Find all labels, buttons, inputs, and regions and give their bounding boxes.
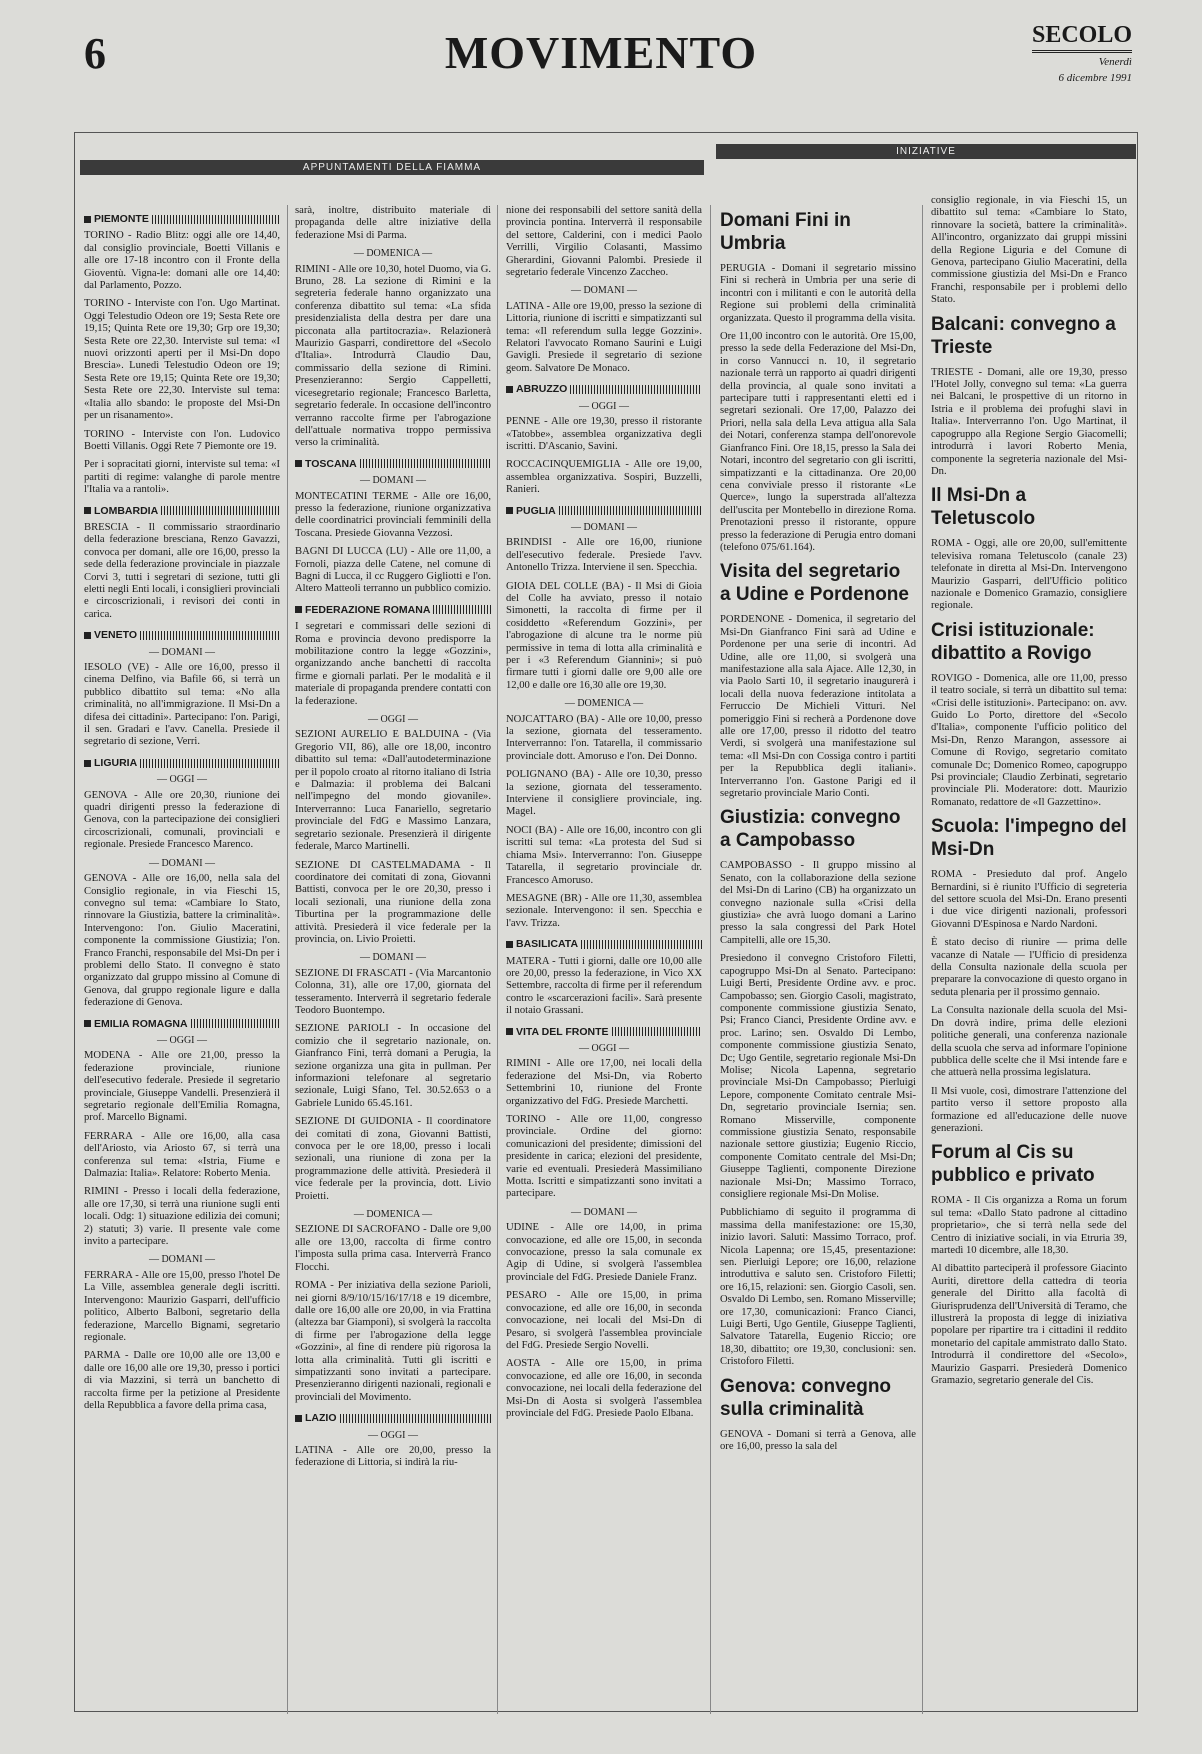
masthead bbox=[1032, 22, 1132, 85]
day-divider: — OGGI — bbox=[368, 714, 418, 726]
region-header: LOMBARDIA bbox=[84, 505, 280, 517]
notice: PESARO - Alle ore 15,00, in prima convocazione, ed alle ore 16,00, in seconda convocazione, nei locali del Msi-Dn di Pesaro, si svolgerà l'assemblea provinciale del FdG. Presiede Sergio Novelli. bbox=[506, 1290, 702, 1351]
region-header: PIEMONTE bbox=[84, 213, 280, 225]
day-divider: — DOMANI — bbox=[570, 1206, 638, 1218]
article-text: ROMA - Oggi, alle ore 20,00, sull'emittente televisiva romana Teletuscolo (canale 23) telefonate in diretta al Msi-Dn. Intervengono Maurizio Gasparri, dell'Ufficio politico nazionale e Domenico Gramazio, consigliere regionale. bbox=[931, 538, 1127, 612]
notice: nione dei responsabili del settore sanità della provincia pontina. Interverrà il responsabile del settore, Calderini, con i medici Paolo Verrilli, Virgilio Colasanti, Massimo Gherardini, Giovanni Palombi. Presiede il segretario federale Vincenzo Zaccheo. bbox=[506, 205, 702, 279]
article-headline: Balcani: convegno a Trieste bbox=[931, 313, 1116, 358]
notice: POLIGNANO (BA) - Alle ore 10,30, presso la sezione, giornata del tesseramento. Interviene il consigliere provinciale, ing. Magel. bbox=[506, 769, 702, 818]
article-text: ROMA - Il Cis organizza a Roma un forum sul tema: «Dallo Stato padrone al cittadino proprietario», che si terrà nella sede del Centro di iniziative sociali, in via Etruria 39, martedì 10 dicembre, alle 18,30. bbox=[931, 1195, 1127, 1256]
region-header: LIGURIA bbox=[84, 757, 280, 769]
notice: AOSTA - Alle ore 15,00, in prima convocazione, ed alle ore 16,00, in seconda convocazione, nei locali della federazione del Msi-Dn di Aosta si svolgerà l'assemblea provinciale del FdG. Presiede Paolo Elbana. bbox=[506, 1358, 702, 1419]
article-text: Il Msi vuole, così, dimostrare l'attenzione del partito verso il settore proposto alla formazione ed all'educazione delle nuove generazioni. bbox=[931, 1085, 1127, 1134]
notice: PENNE - Alle ore 19,30, presso il ristorante «Tatobbe», assemblea organizzativa degli iscritti. D'Ascanio, Savini. bbox=[506, 416, 702, 452]
section-bar-appointments: APPUNTAMENTI DELLA FIAMMA bbox=[80, 160, 704, 175]
notice: TORINO - Interviste con l'on. Ludovico Boetti Villanis. Oggi Rete 7 Piemonte ore 19. bbox=[84, 428, 280, 452]
article-text: Presiedono il convegno Cristoforo Filetti, capogruppo Msi-Dn al Senato. Partecipano: Luigi Berti, Presidente Ordine avv. e proc. Campobasso; sen. Giorgio Casoli, magistrato, componente commissione giustizia Senato, Psi; Franco Cianci, Presidente Ordine avv. e proc. Larino; sen. Osvaldo Di Lembo, componente commissione giustizia Senato, Dc; Ugo Gentile, segretario regionale Msi-Dn Molise; Nicola Lapenna, segretario provinciale Msi-Dn Campobasso; Pierluigi Lepore, componente Comitato centrale Msi-Dn, segretario provinciale Isernia; sen. Romano Misserville, componente commissione giustizia Senato, responsabile nazionale settore giustizia; Eugenio Riccio, componente Comitato centrale del Msi-Dn; Giuseppe Taglienti, componente Direzione nazionale Msi-Dn; Massimo Torraco, consigliere regionale Msi-Dn Molise. bbox=[720, 953, 916, 1200]
notice: TORINO - Interviste con l'on. Ugo Martinat. Oggi Telestudio Odeon ore 19; Sesta Rete ore 19,15; Quinta Rete ore 19,30; Grp ore 19,30; Sesta Rete ore 22,30. Interviste sul tema: «I nuovi orizzonti aperti per il Msi-Dn dopo Brescia». Lunedì Telestudio Odeon ore 19; Sesta Rete ore 19,15; Quinta Rete ore 19,30; Sesta Rete ore 22,30. Interviste sul tema: «Italia allo sbando: le proposte del Msi-Dn per un risanamento». bbox=[84, 298, 280, 422]
article-text: TRIESTE - Domani, alle ore 19,30, presso l'Hotel Jolly, convegno sul tema: «La guerra nei Balcani, le prospettive di un ritorno in Istria e il problema dei profughi slavi in Italia». Interverranno l'on. Ugo Martinat, il capogruppo alla Regione Sergio Giacomelli; introdurrà i lavori Roberto Menia, componente la segreteria nazionale del Msi-Dn. bbox=[931, 366, 1127, 477]
column-rule bbox=[922, 205, 923, 1714]
column-3 bbox=[506, 205, 702, 1714]
article-text: PERUGIA - Domani il segretario missino Fini si recherà in Umbria per una serie di incontri con i militanti e con le autorità della Regione sui problemi della criminalità organizzata. Questo il programma della visita. bbox=[720, 263, 916, 324]
paper-logo: SECOLO bbox=[1032, 22, 1132, 53]
column-2 bbox=[295, 205, 491, 1714]
region-header: TOSCANA bbox=[295, 458, 491, 470]
notice: FERRARA - Alle ore 16,00, alla casa dell'Ariosto, via Ariosto 67, si terrà una conferenza sul tema: «Istria, Fiume e Dalmazia: Italia». Relatore: Roberto Menia. bbox=[84, 1130, 280, 1180]
notice: ROMA - Per iniziativa della sezione Parioli, nei giorni 8/9/10/15/16/17/18 e 19 dicembre, dalle ore 16,00 alle ore 20,00, in via Frattina (altezza bar Giamponi), si svolgerà la raccolta di firme per l'abrogazione della legge «Gozzini», al fine di rendere più rigorosa la lotta alla criminalità. Tutti gli iscritti e simpatizzanti sono invitati a partecipare. Presenzieranno dirigenti nazionali, regionali e provinciali del Movimento. bbox=[295, 1280, 491, 1403]
article-headline: Visita del segretario a Udine e Pordenone bbox=[720, 561, 909, 606]
article-text: Pubblichiamo di seguito il programma di massima della manifestazione: ore 15,30, inizio lavori. Saluti: Massimo Torraco, prof. Nicola Lapenna; ore 15,45, presentazione: sen. Pierluigi Lepore; ore 16,00, relazione introduttiva e saluto sen. Cristoforo Filetti; ore 16,15, relazioni: sen. Giorgio Casoli, sen. Osvaldo Di Lembo, sen. Romano Misserville; ore 17,30, comunicazioni: Franco Cianci, Luigi Berti, Ugo Gentile, Giuseppe Taglienti, Salvatore Tatarella, Eugenio Riccio; ore 18,30, dibattito; ore 19,30, conclusioni: sen. Cristoforo Filetti. bbox=[720, 1207, 916, 1368]
region-header: LAZIO bbox=[295, 1412, 491, 1424]
notice: PARMA - Dalle ore 10,00 alle ore 13,00 e dalle ore 16,00 alle ore 19,30, presso i portici di via Mazzini, si terrà un banchetto di raccolta firme per la petizione al Presidente della Repubblica a favore della prima casa, bbox=[84, 1350, 280, 1411]
notice: BRINDISI - Alle ore 16,00, riunione dell'esecutivo federale. Presiede l'avv. Antonello Trizza. Interviene il sen. Specchia. bbox=[506, 537, 702, 574]
page-number: 6 bbox=[84, 29, 106, 78]
notice: FERRARA - Alle ore 15,00, presso l'hotel De La Ville, assemblea generale degli iscritti. Intervengono: Maurizio Gasparri, dell'ufficio politico, Alberto Balboni, segretario della federazione, Marcello Bignami, segretario regionale. bbox=[84, 1269, 280, 1343]
section-title: MOVIMENTO bbox=[444, 27, 758, 78]
article-text: GENOVA - Domani si terrà a Genova, alle ore 16,00, presso la sala del bbox=[720, 1428, 916, 1453]
issue-date: 6 dicembre 1991 bbox=[1058, 72, 1132, 84]
article-text: Al dibattito parteciperà il professore Giacinto Auriti, direttore della cattedra di teoria generale del Diritto alla facoltà di Giurisprudenza dell'Università di Teramo, che illustrerà la proposta di legge di iniziativa popolare per ripartire tra i cittadini il reddito monetario del capitale ammistrato dallo Stato. Introdurrà il condirettore del «Secolo», Maurizio Gasparri. Presiederà Domenico Gramazio, segretario generale del Cis. bbox=[931, 1263, 1127, 1387]
article-headline: Il Msi-Dn a Teletuscolo bbox=[931, 485, 1036, 530]
notice: GIOIA DEL COLLE (BA) - Il Msi di Gioia del Colle ha avviato, presso il notaio Simonetti, la raccolta di firme per il cosiddetto «Referendum Gozzini», per l'abrogazione di alcune tra le norme più permissive in tema di lotta alla criminalità e per i «3 Referendum Giannini»; si può firmare tutti i giorni dalle ore 9,00 alle ore 12,00 e dalle ore 16,30 alle ore 19,30. bbox=[506, 580, 702, 691]
notice: SEZIONE DI CASTELMADAMA - Il coordinatore dei comitati di zona, Giovanni Battisti, convoca per le ore 20,30, presso i locali sezionali, una riunione della zona Tiburtina per la programmazione delle attività. Presiederà il vice federale per la provincia, on. Livio Proietti. bbox=[295, 859, 491, 945]
notice: LATINA - Alle ore 20,00, presso la federazione di Littoria, si indirà la riu- bbox=[295, 1444, 491, 1469]
notice: TORINO - Alle ore 11,00, congresso provinciale. Ordine del giorno: comunicazioni del presidente; dimissioni del presidente in carica; elezioni del presidente, varie ed eventuali. Presiederà Massimiliano Motta. Iscritti e simpatizzanti sono invitati a partecipare. bbox=[506, 1114, 702, 1200]
day-divider: — DOMENICA — bbox=[353, 1209, 433, 1221]
article-headline: Scuola: l'impegno del Msi-Dn bbox=[931, 816, 1127, 861]
notice: SEZIONE DI SACROFANO - Dalle ore 9,00 alle ore 13,00, raccolta di firme contro l'imposta sulla prima casa. Interverrà Franco Flocchi. bbox=[295, 1224, 491, 1273]
article-text: CAMPOBASSO - Il gruppo missino al Senato, con la collaborazione della sezione del Msi-Dn di Larino (CB) ha organizzato un convegno nazionale sulla «Crisi della giustizia» che avrà luogo domani a Larino presso la sala congressi del Park Hotel Campitelli, alle ore 15,30. bbox=[720, 860, 916, 946]
notice: RIMINI - Alle ore 17,00, nei locali della federazione del Msi-Dn, via Roberto Settembrini 10, riunione del Fronte organizzativo del FdG. Presiede Marchetti. bbox=[506, 1058, 702, 1107]
article-text: PORDENONE - Domenica, il segretario del Msi-Dn Gianfranco Fini sarà ad Udine e Pordenone per una serie di incontri. Ad Udine, alle ore 11,00, si svolgerà una manifestazione alla sala Ajace. Alle 12,30, in via Paolo Sarti 10, il segretario inaugurerà i locali della nuova federazione intitolata a Ferruccio De Michieli Vitturi. Nel pomeriggio Fini si recherà a Pordenone dove alle ore 17,00, presso il ridotto del teatro Verdi, si svolgerà una manifestazione sul tema: «Il Msi-Dn con Cossiga contro i partiti per la Repubblica degli italiani». Interverranno l'on. Gastone Parigi ed il segretario provinciale Mario Conti. bbox=[720, 614, 916, 800]
article-text: consiglio regionale, in via Fieschi 15, un dibattito sul tema: «Cambiare lo Stato, rinnovare la società, battere la criminalità». All'incontro, organizzato dai gruppi missini della Regione Liguria e del Comune di Genova, partecipano Giulio Maceratini, della commissione giustizia del Msi-Dn e Franco Franchi, responsabile per i problemi dello Stato. bbox=[931, 195, 1127, 306]
notice: Per i sopracitati giorni, interviste sul tema: «I partiti di regime: valanghe di parole mentre l'Italia va a rantoli». bbox=[84, 459, 280, 496]
day-divider: — DOMANI — bbox=[570, 521, 638, 533]
notice: MATERA - Tutti i giorni, dalle ore 10,00 alle ore 20,00, presso la federazione, in Vico XX Settembre, raccolta di firme per il referendum contro le «scarcerazioni facili». Sarà presente il notaio Grassani. bbox=[506, 955, 702, 1017]
article-headline: Genova: convegno sulla criminalità bbox=[720, 1375, 892, 1420]
article-headline: Crisi istituzionale: dibattito a Rovigo bbox=[931, 619, 1095, 664]
notice: MODENA - Alle ore 21,00, presso la federazione provinciale, riunione dell'esecutivo federale. Presiede il segretario provinciale, Giuseppe Vandelli. Presenzierà il segretario regionale dell'Emilia Romagna, prof. Marcello Bignami. bbox=[84, 1050, 280, 1124]
article-text: Ore 11,00 incontro con le autorità. Ore 15,00, presso la sede della Federazione del Msi-Dn, in corso Vannucci n. 10, il segretario nazionale terrà un rapporto ai quadri dirigenti della provincia, al quale sono invitati a partecipare tutti i rappresentanti eletti ed i segretari sezionali. Ore 17,00, Palazzo dei Priori, nella sala della Leva attigua alla Sala dei Notari, conferenza stampa dell'onorevole Gianfranco Fini. Ore 18,15, presso la Sala dei Notari, incontro del segretario con gli iscritti, simpatizzanti e la cittadinanza. Ore 20,00 cena conviviale presso il ristorante «Le Querce», lungo la superstrada all'altezza dell'uscita per Montebello in direzione Roma. Prenotazioni presso il ristorante, oppure presso la federazione di Perugia entro domani (telefono 075/61.164). bbox=[720, 331, 916, 553]
region-header: PUGLIA bbox=[506, 505, 702, 517]
day-divider: — DOMANI — bbox=[148, 646, 216, 658]
notice: MONTECATINI TERME - Alle ore 16,00, presso la federazione, riunione organizzativa delle coordinatrici provinciali femminili della Toscana. Presiede Giovanna Vezzosi. bbox=[295, 490, 491, 539]
article-text: È stato deciso di riunire — prima delle vacanze di Natale — l'Ufficio di presidenza della Consulta nazionale della scuola per preparare la convocazione di questo organo in seduta plenaria per il prossimo gennaio. bbox=[931, 937, 1127, 998]
notice: ROCCACINQUEMIGLIA - Alle ore 19,00, assemblea organizzativa. Sospiri, Buzzelli, Ranieri. bbox=[506, 459, 702, 496]
day-divider: — OGGI — bbox=[579, 400, 629, 412]
article-text: ROMA - Presieduto dal prof. Angelo Bernardini, si è riunito l'Ufficio di segreteria del settore scuola del Msi-Dn. Erano presenti i due vice dirigenti nazionali, professori Giovanni D'Espinosa e Nardo Nardoni. bbox=[931, 869, 1127, 930]
article-headline: Forum al Cis su pubblico e privato bbox=[931, 1142, 1095, 1187]
notice: SEZIONE DI FRASCATI - (Via Marcantonio Colonna, 31), alle ore 17,00, giornata del tesseramento. Interverrà il segretario federale Teodoro Buontempo. bbox=[295, 967, 491, 1016]
day-divider: — DOMANI — bbox=[570, 285, 638, 297]
region-header: FEDERAZIONE ROMANA bbox=[295, 604, 491, 616]
notice: TORINO - Radio Blitz: oggi alle ore 14,40, dal consiglio provinciale, Boetti Villanis e alle ore 17-18 incontro con il Fronte della Gioventù. Vigna-le: domani alle ore 14,40: dal Parlamento, Pozzo. bbox=[84, 230, 280, 292]
notice: GENOVA - Alle ore 20,30, riunione dei quadri dirigenti presso la federazione di Genova, con la partecipazione dei consiglieri circoscrizionali, comunali, provinciali e regionale. Presiede Francesco Marenco. bbox=[84, 789, 280, 851]
notice: SEZIONI AURELIO E BALDUINA - (Via Gregorio VII, 86), alle ore 18,00, incontro dibattito sul tema: «Dall'autodeterminazione per il popolo croato al ritorno italiano di Istria e Dalmazia: il problema dei Balcani nell'impegno del mondo giovanile». Interverranno: Luca Fanariello, segretario provinciale del FdG e Massimo Lanzara, segretario sezionale. Presenzierà il dirigente federale, Marco Martinelli. bbox=[295, 729, 491, 853]
day-divider: — DOMANI — bbox=[148, 1254, 216, 1266]
article-text: La Consulta nazionale della scuola del Msi-Dn dovrà indire, prima delle elezioni politiche generali, una conferenza nazionale della scuola che serva ad informare l'opinione pubblica delle scelte che il Msi intende fare e che attuerà nella prossima legislatura. bbox=[931, 1005, 1127, 1079]
notice: BAGNI DI LUCCA (LU) - Alle ore 11,00, a Fornoli, piazza delle Catene, nel comune di Bagni di Lucca, il cc Ruggero Gigliotti e l'on. Altero Matteoli terranno un pubblico comizio. bbox=[295, 546, 491, 595]
article-headline: Giustizia: convegno a Campobasso bbox=[720, 807, 901, 852]
notice: sarà, inoltre, distribuito materiale di propaganda delle altre iniziative della federazione Msi di Parma. bbox=[295, 205, 491, 241]
section-bar-initiatives: INIZIATIVE bbox=[716, 144, 1136, 159]
column-rule bbox=[287, 205, 288, 1714]
region-header: VITA DEL FRONTE bbox=[506, 1026, 702, 1038]
region-header: EMILIA ROMAGNA bbox=[84, 1018, 280, 1030]
day-divider: — DOMANI — bbox=[359, 475, 427, 487]
day-divider: — DOMANI — bbox=[359, 952, 427, 964]
notice: SEZIONE PARIOLI - In occasione del comizio che il segretario nazionale, on. Gianfranco Fini, terrà domani a Perugia, la sezione organizza una gita in pullman. Per informazioni telefonare al segretario sezionale, Luigi Sfano, Tel. 30.52.653 o a Gabriele Lunido 65.45.161. bbox=[295, 1023, 491, 1109]
region-header: ABRUZZO bbox=[506, 383, 702, 395]
column-rule bbox=[710, 205, 711, 1714]
notice: I segretari e commissari delle sezioni di Roma e provincia devono predisporre la mobilitazione contro la legge «Gozzini», organizzando anche banchetti di raccolta firme e giornali parlati. Per le modalità e il materiale di propaganda prendere contatti con la federazione. bbox=[295, 621, 491, 707]
day-divider: — DOMENICA — bbox=[353, 248, 433, 260]
region-header: VENETO bbox=[84, 629, 280, 641]
issue-day: Venerdì bbox=[1098, 56, 1132, 68]
notice: NOJCATTARO (BA) - Alle ore 10,00, presso la sezione, giornata del tesseramento. Interverranno: l'on. Tatarella, il commissario provinciale dott. Amoruso e l'on. Dei Donno. bbox=[506, 713, 702, 762]
notice: NOCI (BA) - Alle ore 16,00, incontro con gli iscritti sul tema: «La protesta del Sud si chiama Msi». Interverranno: l'on. Giuseppe Tatarella, il segretario provinciale dr. Francesco Amoruso. bbox=[506, 824, 702, 886]
column-4 bbox=[720, 205, 916, 1714]
column-rule bbox=[497, 205, 498, 1714]
day-divider: — OGGI — bbox=[579, 1042, 629, 1054]
notice: LATINA - Alle ore 19,00, presso la sezione di Littoria, riunione di iscritti e simpatizzanti sul tema: «Il referendum sulla legge Gozzini». Relatori l'avvocato Romano Saurini e Luigi Gavigli. Presiede il segretario di sezione geom. Salvatore De Monaco. bbox=[506, 300, 702, 374]
notice: IESOLO (VE) - Alle ore 16,00, presso il cinema Delfino, via Bafile 66, si terrà un pubblico dibattito sul tema: «No alla criminalità, no all'immigrazione. Il Msi-Dn a difesa dei cittadini». Partecipano: l'on. Parigi, il sen. Gradari e l'avv. Canella. Presiede il segretario di sezione, Verri. bbox=[84, 662, 280, 748]
day-divider: — DOMANI — bbox=[148, 857, 216, 869]
article-headline: Domani Fini in Umbria bbox=[720, 210, 851, 254]
day-divider: — DOMENICA — bbox=[564, 698, 644, 710]
day-divider: — OGGI — bbox=[157, 774, 207, 786]
day-divider: — OGGI — bbox=[157, 1034, 207, 1046]
notice: RIMINI - Presso i locali della federazione, alle ore 17,30, si terrà una riunione sugli enti locali. Odg: 1) situazione edilizia dei comuni; 2) statuti; 3) varie. Il presente vale come invito a partecipare. bbox=[84, 1186, 280, 1248]
column-1 bbox=[84, 205, 280, 1714]
notice: RIMINI - Alle ore 10,30, hotel Duomo, via G. Bruno, 28. La sezione di Rimini e la segreteria federale hanno organizzato una conferenza dibattito sul tema: «La sfida presidenzialista della destra per dare una picconata alla partitocrazia». Relazionerà Maurizio Gasparri, condirettore del «Secolo d'Italia». Introdurrà Claudio Dau, commissario della sezione di Rimini. Presenzieranno: Sergio Cappelletti, vicesegretario regionale; Francesco Barletta, segretario federale. In occasione dell'incontro verranno raccolte firme per l'abrogazione dell'attuale normativa troppo permissiva verso la criminalità. bbox=[295, 263, 491, 449]
notice: BRESCIA - Il commissario straordinario della federazione bresciana, Renzo Gavazzi, convoca per domani, alle ore 16,00, presso la sede della federazione provinciale in piazzale Corvi 3, tutti i segretari di sezione, tutti gli eletti negli Enti locali, i consiglieri provinciali e circoscrizionali, i revisori dei conti in carica. bbox=[84, 521, 280, 620]
notice: MESAGNE (BR) - Alle ore 11,30, assemblea sezionale. Intervengono: il sen. Specchia e l'avv. Trizza. bbox=[506, 892, 702, 929]
column-5 bbox=[931, 195, 1127, 1714]
article-text: ROVIGO - Domenica, alle ore 11,00, presso il teatro sociale, si terrà un dibattito sul tema: «Crisi delle istituzioni». Partecipano: on. avv. Guido Lo Porto, direttore del «Secolo d'Italia», componente l'ufficio politico del Msi-Dn, Renzo Marangon, assessore ai Comune di Rovigo, segretario comitato comunale Dc; Domenico Romeo, capogruppo Psi provinciale; Claudio Zerbinati, segretario provinciale Pli. Moderatore: dott. Maurizio Romanato, redattore de «Il Gazzettino». bbox=[931, 672, 1127, 808]
notice: SEZIONE DI GUIDONIA - Il coordinatore dei comitati di zona, Giovanni Battisti, convoca per le ore 18,00, presso i locali sezionali, una riunione di zona per la programmazione delle attività. Presiederà il vice federale per la provincia, dott. Livio Proietti. bbox=[295, 1116, 491, 1202]
day-divider: — OGGI — bbox=[368, 1429, 418, 1441]
notice: GENOVA - Alle ore 16,00, nella sala del Consiglio regionale, in via Fieschi 15, convegno sul tema: «Cambiare lo Stato, rinnovare la Giustizia, battere la criminalità». Intervengono: l'on. Giulio Maceratini, componente la commissione Giustizia; l'on. Franco Franchi, responsabile del Msi-Dn per i problemi dello Stato. Il convegno è stato organizzato dal gruppo missino al Comune di Genova, dal gruppo regionale ligure e dalla federazione di Genova. bbox=[84, 873, 280, 1009]
notice: UDINE - Alle ore 14,00, in prima convocazione, ed alle ore 15,00, in seconda convocazione, presso la sala comunale ex Agip di Udine, si svolgerà l'assemblea provinciale del FdG. Presiede Daniele Franz. bbox=[506, 1222, 702, 1283]
region-header: BASILICATA bbox=[506, 938, 702, 950]
